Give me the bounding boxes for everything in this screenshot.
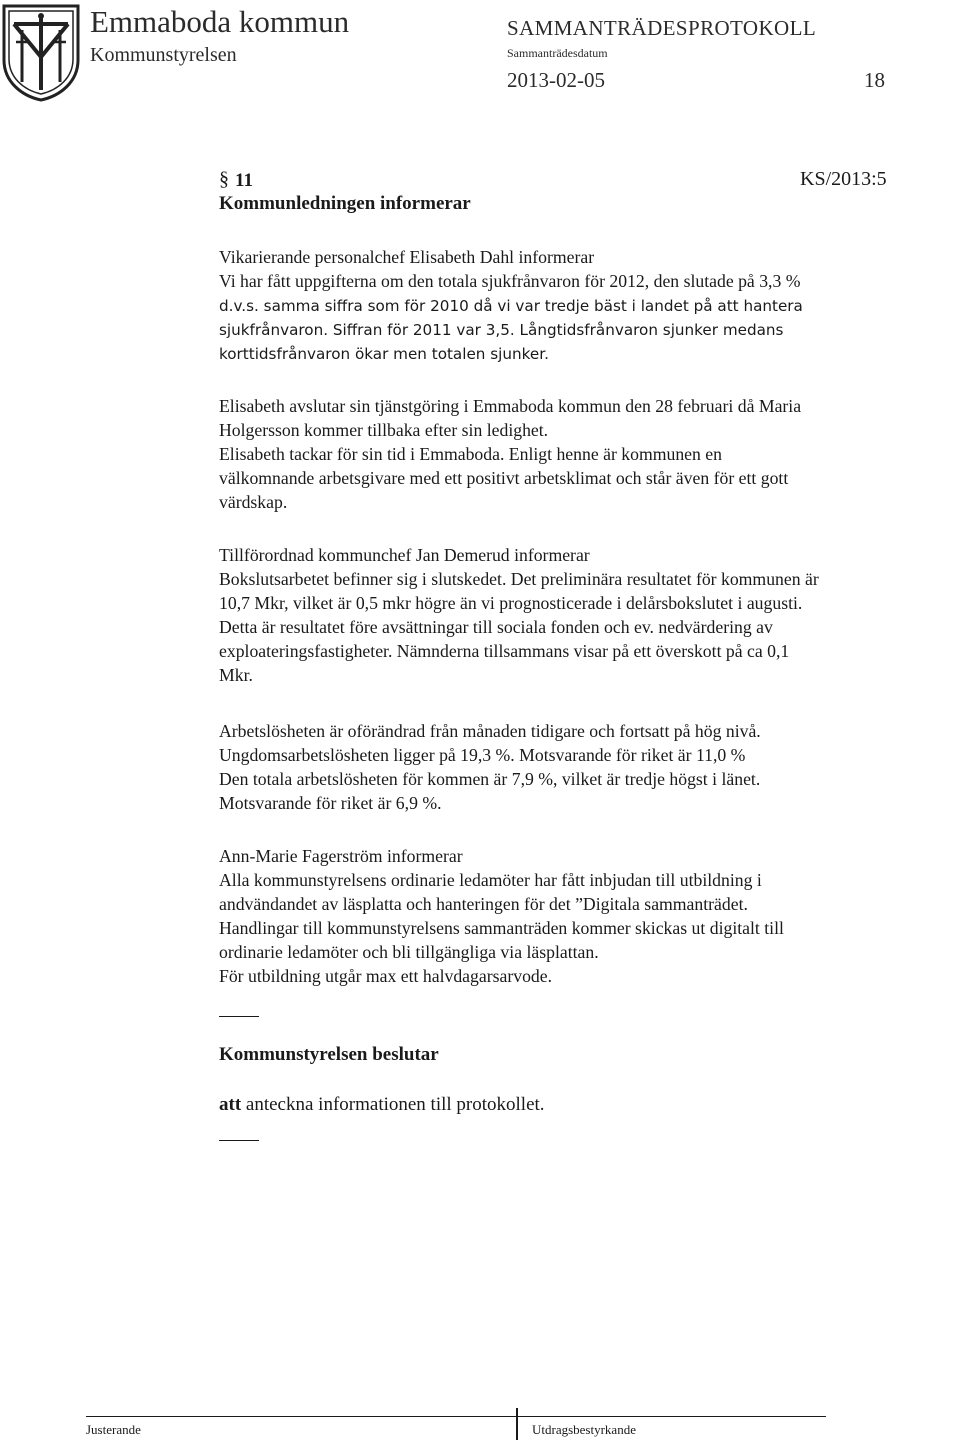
section-number: 11 bbox=[235, 170, 253, 191]
paragraph-sick-leave-intro bbox=[219, 245, 800, 293]
paragraph-line: 10,7 Mkr, vilket är 0,5 mkr högre än vi prognosticerade i delårsbokslutet i augusti. bbox=[219, 593, 803, 613]
paragraph-line: korttidsfrånvaron ökar men totalen sjunker. bbox=[219, 345, 549, 363]
paragraph-line: Elisabeth tackar för sin tid i Emmaboda. Enligt henne är kommunen en bbox=[219, 444, 722, 464]
paragraph-line: exploateringsfastigheter. Nämnderna tillsammans visar på ett överskott på ca 0,1 bbox=[219, 641, 790, 661]
decision-keyword: att bbox=[219, 1094, 242, 1115]
paragraph-unemployment bbox=[219, 719, 761, 815]
paragraph-line: Ungdomsarbetslösheten ligger på 19,3 %. Motsvarande för riket är 11,0 % bbox=[219, 745, 746, 765]
decision-body: anteckna informationen till protokollet. bbox=[241, 1094, 545, 1115]
separator-line bbox=[219, 1140, 259, 1141]
paragraph-digital-meetings bbox=[219, 844, 784, 988]
paragraph-line: Handlingar till kommunstyrelsens sammanträden kommer skickas ut digitalt till bbox=[219, 918, 784, 938]
section-title: Kommunledningen informerar bbox=[219, 193, 471, 214]
footer-label-justerande: Justerande bbox=[86, 1422, 141, 1437]
paragraph-line: Vikarierande personalchef Elisabeth Dahl informerar bbox=[219, 247, 595, 267]
municipal-crest-logo bbox=[0, 2, 82, 102]
paragraph-staff-change bbox=[219, 394, 801, 514]
paragraph-line: d.v.s. samma siffra som för 2010 då vi var tredje bäst i landet på att hantera bbox=[219, 297, 803, 315]
footer-divider bbox=[516, 1408, 518, 1440]
paragraph-line: Vi har fått uppgifterna om den totala sjukfrånvaron för 2012, den slutade på 3,3 % bbox=[219, 271, 801, 291]
paragraph-line: Den totala arbetslösheten för kommen är 7,9 %, vilket är tredje högst i länet. bbox=[219, 769, 761, 789]
case-number: KS/2013:5 bbox=[800, 168, 887, 190]
department-name: Kommunstyrelsen bbox=[90, 44, 237, 66]
meeting-date: 2013-02-05 bbox=[507, 68, 605, 92]
footer-rule bbox=[86, 1416, 826, 1417]
paragraph-line: Mkr. bbox=[219, 665, 253, 685]
paragraph-sick-leave-detail bbox=[219, 294, 803, 366]
paragraph-line: För utbildning utgår max ett halvdagarsarvode. bbox=[219, 966, 553, 986]
paragraph-line: Arbetslösheten är oförändrad från månaden tidigare och fortsatt på hög nivå. bbox=[219, 721, 761, 741]
decision-heading: Kommunstyrelsen beslutar bbox=[219, 1044, 439, 1065]
paragraph-line: Motsvarande för riket är 6,9 %. bbox=[219, 793, 442, 813]
paragraph-line: Holgersson kommer tillbaka efter sin ledighet. bbox=[219, 420, 549, 440]
separator-line bbox=[219, 1016, 259, 1017]
paragraph-line: Detta är resultatet före avsättningar till sociala fonden och ev. nedvärdering av bbox=[219, 617, 773, 637]
paragraph-annual-accounts bbox=[219, 543, 819, 687]
paragraph-line: Ann-Marie Fagerström informerar bbox=[219, 846, 463, 866]
paragraph-line: Elisabeth avslutar sin tjänstgöring i Emmaboda kommun den 28 februari då Maria bbox=[219, 396, 802, 416]
paragraph-line: Bokslutsarbetet befinner sig i slutskedet. Det preliminära resultatet för kommunen är bbox=[219, 569, 819, 589]
paragraph-line: välkomnande arbetsgivare med ett positivt arbetsklimat och står även för ett gott bbox=[219, 468, 789, 488]
page-number: 18 bbox=[864, 68, 885, 92]
organization-name: Emmaboda kommun bbox=[90, 4, 350, 39]
paragraph-line: andvändandet av läsplatta och hanteringen för det ”Digitala sammanträdet. bbox=[219, 894, 748, 914]
paragraph-line: sjukfrånvaron. Siffran för 2011 var 3,5. Långtidsfrånvaron sjunker medans bbox=[219, 321, 784, 339]
paragraph-line: värdskap. bbox=[219, 492, 288, 512]
decision-text bbox=[219, 1094, 545, 1116]
paragraph-line: Tillförordnad kommunchef Jan Demerud informerar bbox=[219, 545, 590, 565]
meeting-date-label: Sammanträdesdatum bbox=[507, 46, 608, 60]
footer-label-utdragsbestyrkande: Utdragsbestyrkande bbox=[532, 1422, 636, 1437]
document-type: SAMMANTRÄDESPROTOKOLL bbox=[507, 16, 817, 40]
paragraph-line: Alla kommunstyrelsens ordinarie ledamöter har fått inbjudan till utbildning i bbox=[219, 870, 762, 890]
paragraph-line: ordinarie ledamöter och bli tillgängliga via läsplattan. bbox=[219, 942, 599, 962]
section-symbol: § bbox=[219, 168, 229, 190]
